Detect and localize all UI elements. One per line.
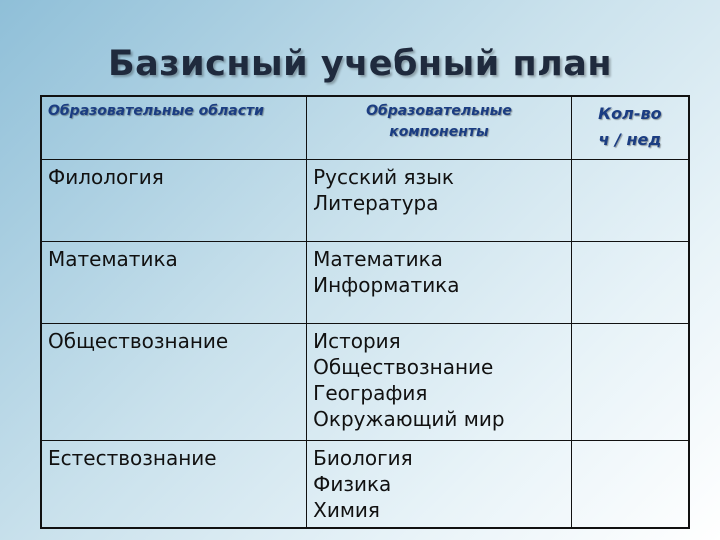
component-item: Литература	[313, 191, 439, 215]
page-title: Базисный учебный план	[107, 44, 613, 84]
components-cell	[307, 324, 572, 441]
table-row	[41, 242, 689, 324]
component-item: Физика	[313, 472, 392, 496]
area-cell: Математика	[41, 242, 307, 324]
components-cell	[307, 160, 572, 242]
curriculum-table	[40, 95, 690, 529]
component-item: Окружающий мир	[313, 407, 505, 431]
area-cell: Филология	[41, 160, 307, 242]
hours-cell	[571, 160, 689, 242]
table-row	[41, 160, 689, 242]
hours-cell	[571, 242, 689, 324]
header-hours-line1: Кол-во	[598, 104, 662, 123]
component-item: История	[313, 329, 401, 353]
component-item: Информатика	[313, 273, 460, 297]
table-row	[41, 324, 689, 441]
table-row	[41, 441, 689, 529]
header-hours-line2: ч / нед	[598, 130, 662, 149]
header-hours-per-week	[571, 96, 689, 160]
components-cell	[307, 242, 572, 324]
header-components-line1: Образовательные	[366, 103, 512, 119]
components-cell	[307, 441, 572, 529]
area-cell: Естествознание	[41, 441, 307, 529]
component-item: Математика	[313, 247, 443, 271]
header-educational-areas: Образовательные области	[41, 96, 307, 160]
header-components-line2: компоненты	[389, 124, 489, 140]
table-header-row	[41, 96, 689, 160]
component-item: Русский язык	[313, 165, 454, 189]
component-item: Химия	[313, 498, 380, 522]
component-item: Обществознание	[313, 355, 494, 379]
hours-cell	[571, 324, 689, 441]
area-cell: Обществознание	[41, 324, 307, 441]
component-item: География	[313, 381, 428, 405]
component-item: Биология	[313, 446, 413, 470]
header-educational-components	[307, 96, 572, 160]
hours-cell	[571, 441, 689, 529]
